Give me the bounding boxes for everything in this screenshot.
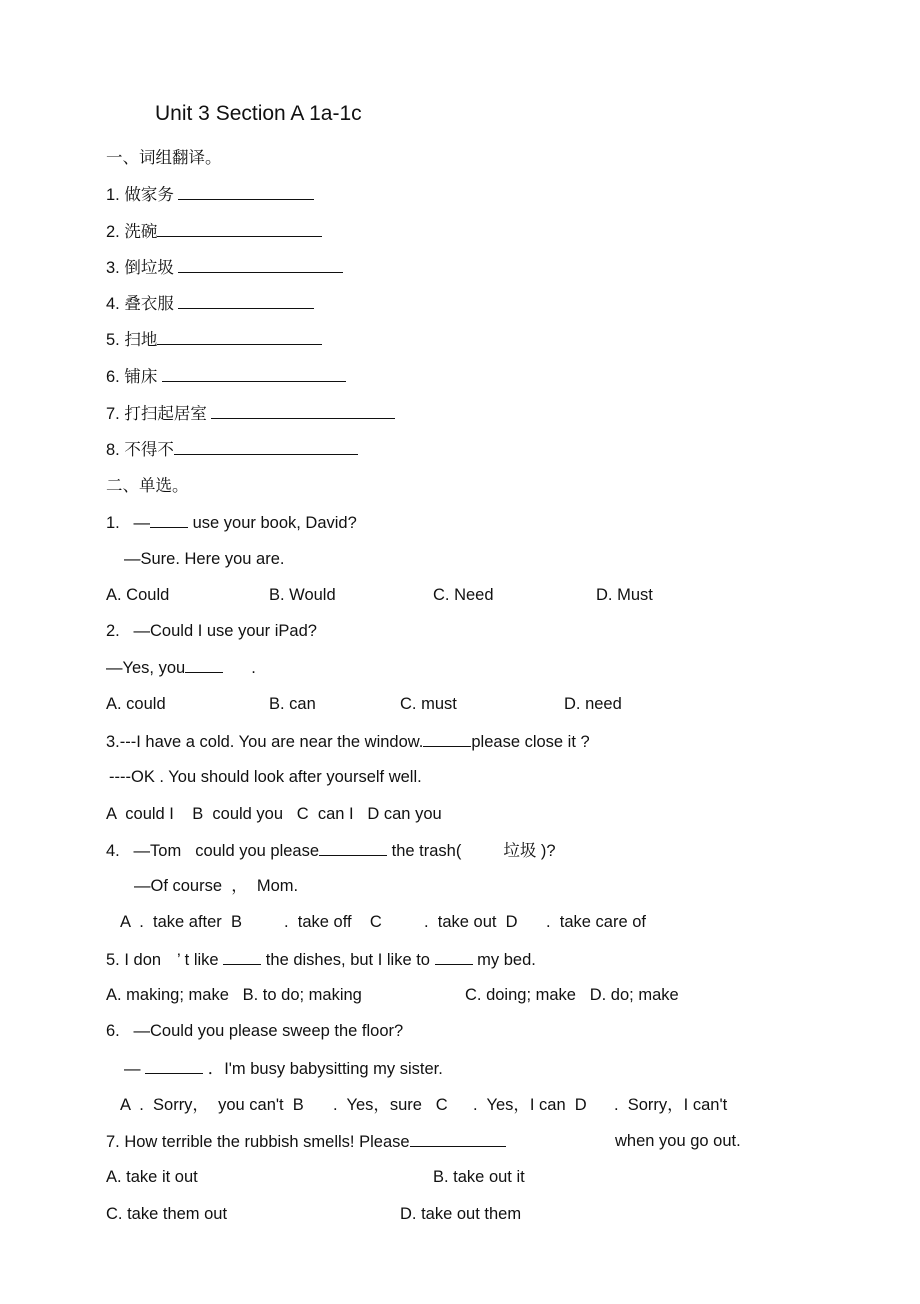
item-text: 不得不 bbox=[124, 441, 174, 459]
q1-option-b[interactable]: B. Would bbox=[269, 586, 336, 604]
q1-text-a: 1. — bbox=[106, 514, 151, 532]
q3-reply: ----OK . You should look after yourself well. bbox=[109, 768, 422, 786]
item-num: 6. bbox=[106, 368, 120, 386]
q5-text-a: 5. I don bbox=[106, 951, 162, 969]
q4-question bbox=[106, 840, 556, 861]
q7-option-b[interactable]: B. take out it bbox=[433, 1168, 525, 1186]
q4-text-d: 垃圾 )? bbox=[503, 842, 556, 860]
q2-reply bbox=[106, 657, 256, 678]
q1-reply: —Sure. Here you are. bbox=[124, 550, 285, 568]
item-text: 扫地 bbox=[124, 331, 158, 349]
q1-option-a[interactable]: A. Could bbox=[106, 586, 170, 604]
q4-option-d[interactable]: . take care of bbox=[546, 913, 646, 931]
q3-text-a: 3.---I have a cold. You are near the window. bbox=[106, 733, 424, 751]
p1-item-2 bbox=[106, 221, 322, 242]
answer-blank[interactable] bbox=[157, 221, 322, 237]
answer-blank[interactable] bbox=[145, 1058, 203, 1074]
item-text: 倒垃圾 bbox=[124, 259, 174, 277]
part1-heading: 一、词组翻译。 bbox=[106, 149, 222, 167]
q1-option-d[interactable]: D. Must bbox=[596, 586, 653, 604]
q4-option-c[interactable]: . take out D bbox=[424, 913, 518, 931]
q6-option-c[interactable]: . Yes，I can D bbox=[473, 1096, 587, 1114]
q4-option-a[interactable]: A . take after B bbox=[120, 913, 242, 931]
answer-blank[interactable] bbox=[185, 657, 223, 673]
q6-option-a[interactable]: A . Sorry， you can't B bbox=[120, 1096, 304, 1114]
q6-reply-b: ．I'm busy babysitting my sister. bbox=[207, 1060, 443, 1078]
q4-text-b: could you please bbox=[195, 842, 320, 860]
p1-item-5 bbox=[106, 329, 322, 350]
q3-options[interactable]: A could I B could you C can I D can you bbox=[106, 805, 442, 823]
q5-option-ab[interactable]: A. making; make B. to do; making bbox=[106, 986, 362, 1004]
q1-option-c[interactable]: C. Need bbox=[433, 586, 494, 604]
q6-option-b[interactable]: . Yes，sure C bbox=[333, 1096, 448, 1114]
q4-text-a: 4. —Tom bbox=[106, 842, 182, 860]
item-text: 铺床 bbox=[124, 368, 158, 386]
q7-text-a: 7. How terrible the rubbish smells! Please bbox=[106, 1133, 410, 1151]
q5-question bbox=[106, 949, 536, 970]
answer-blank[interactable] bbox=[410, 1131, 506, 1147]
item-text: 做家务 bbox=[124, 186, 174, 204]
q6-question: 6. —Could you please sweep the floor? bbox=[106, 1022, 404, 1040]
item-text: 叠衣服 bbox=[124, 295, 174, 313]
q1-question bbox=[106, 512, 357, 533]
answer-blank[interactable] bbox=[162, 366, 346, 382]
q3-text-b: please close it ? bbox=[471, 733, 590, 751]
q7-question bbox=[106, 1131, 506, 1152]
q5-text-d: my bed. bbox=[472, 951, 536, 969]
answer-blank[interactable] bbox=[211, 403, 395, 419]
item-text: 洗碗 bbox=[124, 223, 158, 241]
q7-text-b: when you go out. bbox=[615, 1132, 741, 1150]
answer-blank[interactable] bbox=[150, 512, 188, 528]
p1-item-7 bbox=[106, 403, 395, 424]
item-num: 4. bbox=[106, 295, 120, 313]
item-num: 5. bbox=[106, 331, 120, 349]
answer-blank[interactable] bbox=[178, 184, 314, 200]
q2-reply-a: —Yes, you bbox=[106, 659, 186, 677]
q5-text-b: ’ t like bbox=[177, 951, 219, 969]
answer-blank[interactable] bbox=[174, 439, 358, 455]
q6-reply bbox=[124, 1058, 443, 1079]
answer-blank[interactable] bbox=[178, 257, 343, 273]
answer-blank[interactable] bbox=[157, 329, 322, 345]
q1-text-b: use your book, David? bbox=[188, 514, 357, 532]
p1-item-4 bbox=[106, 293, 314, 314]
p1-item-8 bbox=[106, 439, 358, 460]
q4-text-c: the trash( bbox=[387, 842, 462, 860]
q2-option-b[interactable]: B. can bbox=[269, 695, 316, 713]
q2-option-a[interactable]: A. could bbox=[106, 695, 166, 713]
item-text: 打扫起居室 bbox=[124, 405, 207, 423]
q7-option-c[interactable]: C. take them out bbox=[106, 1205, 228, 1223]
part2-heading: 二、单选。 bbox=[106, 477, 189, 495]
q5-text-c: the dishes, but I like to bbox=[261, 951, 430, 969]
answer-blank[interactable] bbox=[319, 840, 387, 856]
q6-option-d[interactable]: . Sorry，I can't bbox=[614, 1096, 728, 1114]
q6-reply-a: — bbox=[124, 1060, 141, 1078]
answer-blank[interactable] bbox=[178, 293, 314, 309]
q2-option-c[interactable]: C. must bbox=[400, 695, 457, 713]
answer-blank[interactable] bbox=[435, 949, 473, 965]
item-num: 7. bbox=[106, 405, 120, 423]
q3-question bbox=[106, 731, 590, 752]
q5-option-cd[interactable]: C. doing; make D. do; make bbox=[465, 986, 679, 1004]
answer-blank[interactable] bbox=[423, 731, 471, 747]
item-num: 1. bbox=[106, 186, 120, 204]
q7-option-a[interactable]: A. take it out bbox=[106, 1168, 198, 1186]
q2-option-d[interactable]: D. need bbox=[564, 695, 622, 713]
p1-item-6 bbox=[106, 366, 346, 387]
p1-item-1 bbox=[106, 184, 314, 205]
item-num: 3. bbox=[106, 259, 120, 277]
q4-reply: —Of course ， Mom. bbox=[134, 877, 299, 895]
q2-reply-b: . bbox=[251, 659, 256, 677]
q7-option-d[interactable]: D. take out them bbox=[400, 1205, 522, 1223]
q4-option-b[interactable]: . take off C bbox=[284, 913, 382, 931]
p1-item-3 bbox=[106, 257, 343, 278]
answer-blank[interactable] bbox=[223, 949, 261, 965]
page-title: Unit 3 Section A 1a-1c bbox=[155, 102, 362, 125]
q2-question: 2. —Could I use your iPad? bbox=[106, 622, 317, 640]
item-num: 8. bbox=[106, 441, 120, 459]
item-num: 2. bbox=[106, 223, 120, 241]
